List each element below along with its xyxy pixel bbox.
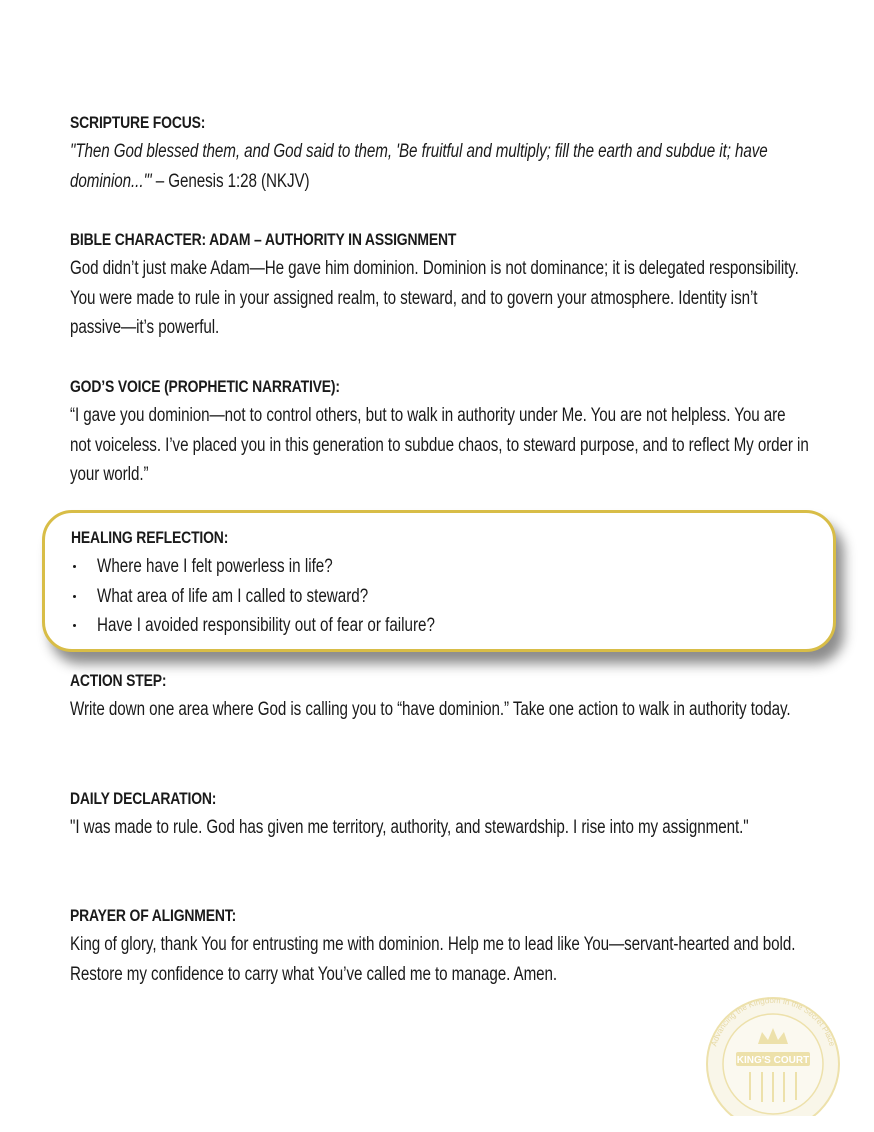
list-item — [71, 582, 811, 612]
character-section — [70, 225, 810, 343]
seal-ring-text: Advancing the Kingdom in the Secret Place — [709, 995, 837, 1048]
bullet-icon — [73, 624, 76, 627]
reflection-item-text: Have I avoided responsibility out of fear or failure? — [97, 615, 435, 636]
voice-heading: GOD’S VOICE (PROPHETIC NARRATIVE): — [70, 377, 340, 396]
reflection-callout — [42, 510, 836, 652]
prayer-heading: PRAYER OF ALIGNMENT: — [70, 906, 237, 925]
bullet-icon — [73, 565, 76, 568]
reflection-item-text: What area of life am I called to steward? — [97, 585, 369, 607]
voice-text: “I gave you dominion—not to control others, but to walk in authority under Me. You are not helpless. You are not voiceless. I’ve placed you in this generation to subdue chaos, to steward purpose, and to reflect My order in your world.” — [70, 405, 809, 485]
scripture-verse-block — [70, 137, 810, 196]
voice-section — [70, 372, 810, 490]
prayer-text: King of glory, thank You for entrusting me with dominion. Help me to lead like You—servant-hearted and bold. Restore my confidence to carry what You’ve called me to manage. Amen. — [70, 934, 796, 985]
reflection-list — [71, 552, 811, 641]
declaration-text: "I was made to rule. God has given me territory, authority, and stewardship. I rise into my assignment." — [70, 817, 749, 838]
list-item — [71, 611, 811, 641]
character-text: God didn’t just make Adam—He gave him dominion. Dominion is not dominance; it is delegated responsibility. You were made to rule in your assigned realm, to steward, and to govern your atmosphere. Identity isn’t passive—it’s powerful. — [70, 258, 799, 338]
action-section — [70, 666, 810, 725]
character-heading: BIBLE CHARACTER: ADAM – AUTHORITY IN ASSIGNMENT — [70, 230, 457, 249]
prayer-section — [70, 901, 810, 989]
seal-center-text: KING'S COURT — [736, 1055, 810, 1066]
reflection-item-text: Where have I felt powerless in life? — [97, 556, 333, 577]
scripture-section — [70, 108, 810, 196]
action-text: Write down one area where God is calling you to “have dominion.” Take one action to walk in authority today. — [70, 699, 791, 720]
bullet-icon — [73, 595, 76, 598]
declaration-heading: DAILY DECLARATION: — [70, 789, 217, 808]
scripture-heading: SCRIPTURE FOCUS: — [70, 113, 206, 132]
reflection-heading: HEALING REFLECTION: — [71, 528, 229, 547]
kings-court-seal-icon — [700, 992, 846, 1116]
scripture-reference: – Genesis 1:28 (NKJV) — [151, 170, 310, 192]
action-heading: ACTION STEP: — [70, 671, 167, 690]
scripture-verse: "Then God blessed them, and God said to them, 'Be fruitful and multiply; fill the earth and subdue it; have dominion...'" — [70, 141, 768, 192]
list-item — [71, 552, 811, 582]
declaration-section — [70, 784, 810, 843]
